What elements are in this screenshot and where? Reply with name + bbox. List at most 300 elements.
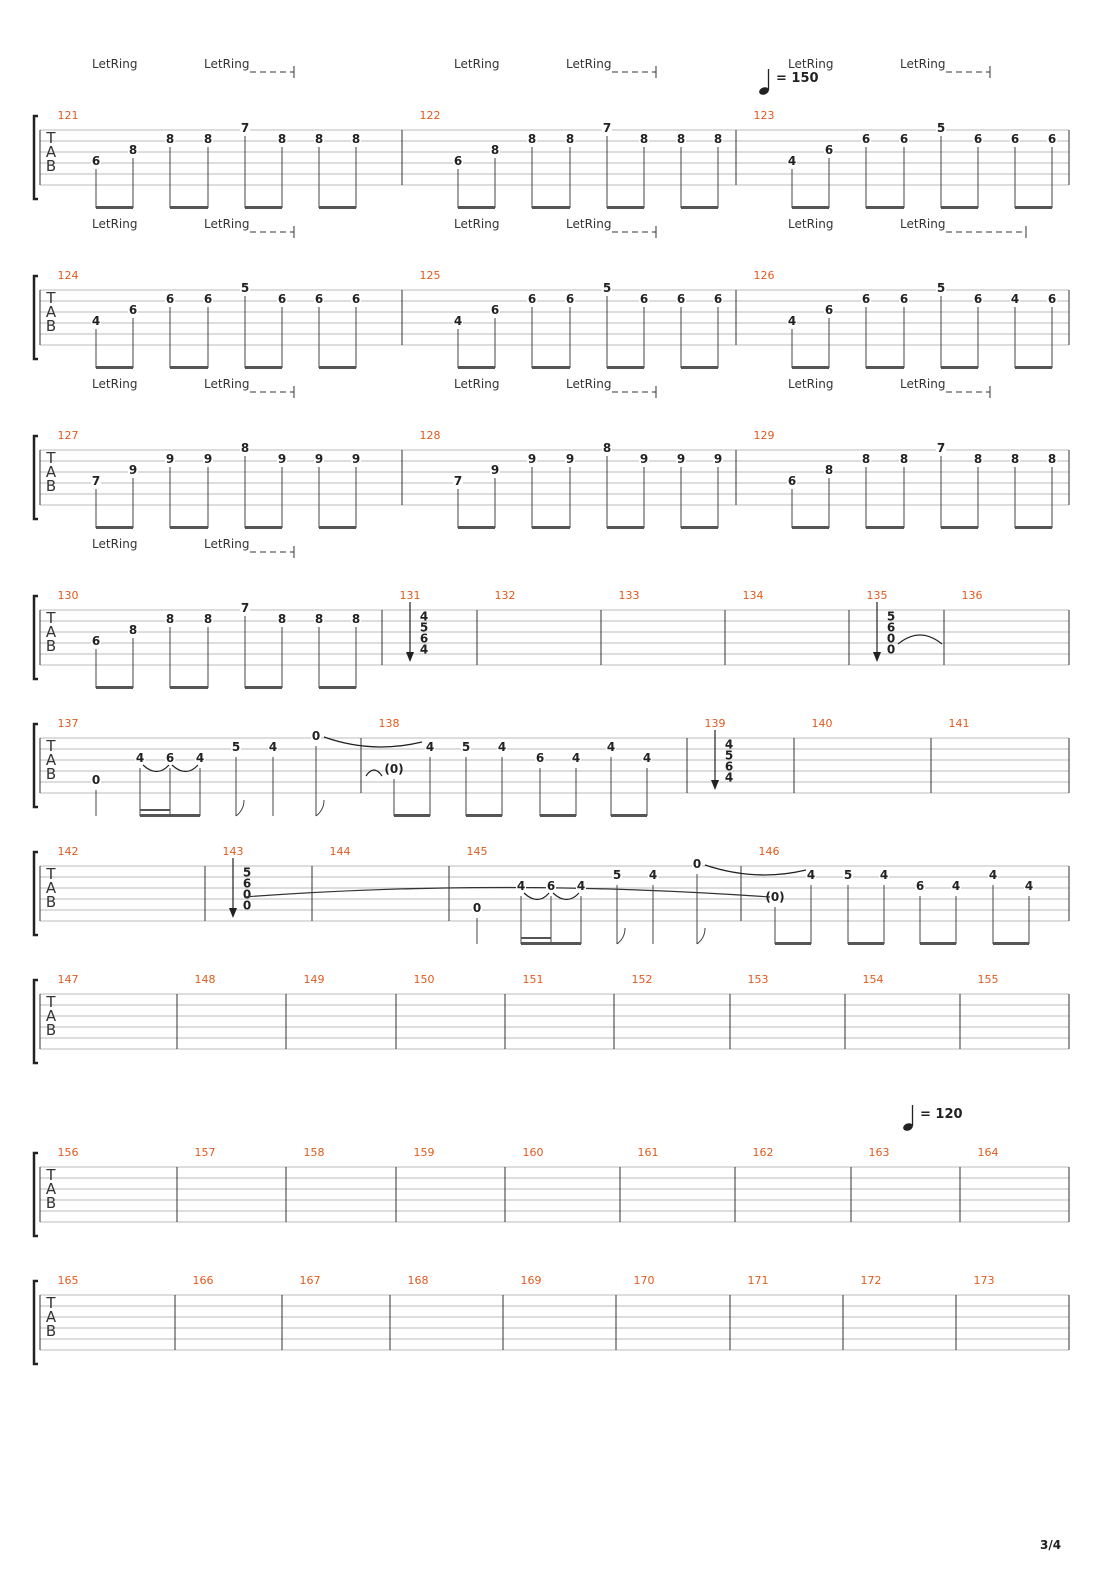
tab-note: 6 xyxy=(91,154,101,168)
tab-note: 8 xyxy=(128,143,138,157)
chord-note: 6 xyxy=(886,620,896,635)
let-ring-label: LetRing xyxy=(204,537,250,551)
tab-note: 0 xyxy=(692,857,702,871)
beam xyxy=(466,814,502,817)
beam xyxy=(532,366,570,369)
let-ring-label: LetRing xyxy=(566,57,612,71)
measure-number: 126 xyxy=(753,269,775,282)
measure-number: 140 xyxy=(811,717,833,730)
strum-arrow-head xyxy=(406,652,414,662)
beam xyxy=(394,814,430,817)
note-flag xyxy=(316,800,324,816)
let-ring-label: LetRing xyxy=(900,217,946,231)
measure-number: 136 xyxy=(961,589,983,602)
tempo-mark xyxy=(902,1105,962,1132)
tab-note: 4 xyxy=(1024,879,1034,893)
tab-clef-letter: A xyxy=(45,751,57,769)
chord-note: 5 xyxy=(242,865,252,880)
tab-note: 9 xyxy=(713,452,723,466)
system-bracket xyxy=(34,852,38,935)
tab-note: 8 xyxy=(351,612,361,626)
chord-note: 4 xyxy=(419,609,429,624)
system-bracket xyxy=(34,116,38,199)
tab-note: 8 xyxy=(128,623,138,637)
tab-note: 6 xyxy=(128,303,138,317)
measure-number: 121 xyxy=(57,109,79,122)
beam xyxy=(96,526,133,529)
beam xyxy=(245,686,282,689)
beam xyxy=(521,937,551,939)
beam xyxy=(458,526,495,529)
let-ring-label: LetRing xyxy=(566,217,612,231)
page-number: 3/4 xyxy=(1040,1538,1062,1552)
let-ring-label: LetRing xyxy=(454,217,500,231)
chord-note: 6 xyxy=(419,631,429,646)
tab-note: 7 xyxy=(453,474,463,488)
measure-number: 171 xyxy=(747,1274,769,1287)
system-bracket xyxy=(34,596,38,679)
tab-system xyxy=(34,217,1069,369)
system-bracket xyxy=(34,436,38,519)
tab-note: 4 xyxy=(951,879,961,893)
tab-note: 6 xyxy=(546,879,556,893)
beam xyxy=(792,206,829,209)
let-ring-label: LetRing xyxy=(900,377,946,391)
tab-note: 5 xyxy=(936,121,946,135)
beam xyxy=(170,366,208,369)
tab-note: 8 xyxy=(277,612,287,626)
let-ring-label: LetRing xyxy=(900,57,946,71)
tab-note: 4 xyxy=(1010,292,1020,306)
tab-note: 4 xyxy=(988,868,998,882)
measure-number: 158 xyxy=(303,1146,325,1159)
tab-note: 6 xyxy=(899,132,909,146)
beam xyxy=(848,942,884,945)
beam xyxy=(245,526,282,529)
tab-note: 6 xyxy=(915,879,925,893)
tab-system xyxy=(34,1274,1069,1364)
tab-clef-letter: T xyxy=(46,609,56,627)
let-ring-label: LetRing xyxy=(788,217,834,231)
tab-note: 0 xyxy=(311,729,321,743)
tab-note: 4 xyxy=(787,314,797,328)
measure-number: 170 xyxy=(633,1274,655,1287)
system-bracket xyxy=(34,1153,38,1236)
beam xyxy=(866,366,904,369)
tab-note: 5 xyxy=(936,281,946,295)
beam xyxy=(941,526,978,529)
beam xyxy=(319,686,356,689)
beam xyxy=(607,206,644,209)
strum-arrow-head xyxy=(229,908,237,918)
tab-note: 4 xyxy=(453,314,463,328)
tab-note: 9 xyxy=(527,452,537,466)
tab-note: 4 xyxy=(787,154,797,168)
long-tie-arc xyxy=(244,888,770,898)
beam xyxy=(866,206,904,209)
measure-number: 166 xyxy=(192,1274,214,1287)
tab-note: 4 xyxy=(195,751,205,765)
tab-note: 8 xyxy=(165,132,175,146)
beam xyxy=(319,366,356,369)
tab-note: 7 xyxy=(240,121,250,135)
tab-clef-letter: T xyxy=(46,289,56,307)
tab-clef-letter: A xyxy=(45,1007,57,1025)
beam xyxy=(993,942,1029,945)
beam xyxy=(170,206,208,209)
beam xyxy=(521,942,581,945)
let-ring-label: LetRing xyxy=(92,217,138,231)
beam xyxy=(540,814,576,817)
tab-note: 5 xyxy=(240,281,250,295)
tab-note: 8 xyxy=(165,612,175,626)
tab-clef-letter: A xyxy=(45,879,57,897)
measure-number: 156 xyxy=(57,1146,79,1159)
tab-note: 4 xyxy=(576,879,586,893)
beam xyxy=(681,206,718,209)
tab-note: 6 xyxy=(973,132,983,146)
measure-number: 122 xyxy=(419,109,441,122)
note-flag xyxy=(236,800,244,816)
measure-number: 141 xyxy=(948,717,970,730)
measure-number: 160 xyxy=(522,1146,544,1159)
tab-note: 8 xyxy=(602,441,612,455)
beam xyxy=(681,526,718,529)
tab-note: 6 xyxy=(527,292,537,306)
tab-note: 9 xyxy=(277,452,287,466)
measure-number: 147 xyxy=(57,973,79,986)
beam xyxy=(611,814,647,817)
measure-number: 138 xyxy=(378,717,400,730)
let-ring-label: LetRing xyxy=(204,57,250,71)
beam xyxy=(775,942,811,945)
measure-number: 159 xyxy=(413,1146,435,1159)
measure-number: 131 xyxy=(399,589,421,602)
let-ring-label: LetRing xyxy=(788,57,834,71)
tab-note: 6 xyxy=(973,292,983,306)
tab-note: 4 xyxy=(516,879,526,893)
tab-note: 6 xyxy=(713,292,723,306)
measure-number: 139 xyxy=(704,717,726,730)
tab-note: 9 xyxy=(203,452,213,466)
tab-note: 4 xyxy=(606,740,616,754)
chord-note: 4 xyxy=(724,770,734,785)
measure-number: 124 xyxy=(57,269,79,282)
tab-note: (0) xyxy=(384,762,404,776)
beam xyxy=(681,366,718,369)
measure-number: 145 xyxy=(466,845,488,858)
tab-note: 8 xyxy=(824,463,834,477)
tab-note: 4 xyxy=(135,751,145,765)
beam xyxy=(140,809,170,811)
tab-note: 9 xyxy=(314,452,324,466)
tab-clef-letter: T xyxy=(46,993,56,1011)
tab-clef-letter: B xyxy=(45,1021,57,1039)
tab-note: 5 xyxy=(231,740,241,754)
tab-clef-letter: T xyxy=(46,1166,56,1184)
chord-note: 5 xyxy=(724,748,734,763)
chord-note: 0 xyxy=(242,887,252,902)
measure-number: 148 xyxy=(194,973,216,986)
let-ring-label: LetRing xyxy=(92,57,138,71)
measure-number: 133 xyxy=(618,589,640,602)
tab-note: 6 xyxy=(165,292,175,306)
measure-number: 123 xyxy=(753,109,775,122)
tab-note: 9 xyxy=(565,452,575,466)
tab-note: 6 xyxy=(351,292,361,306)
tab-note: 6 xyxy=(565,292,575,306)
chord-note: 5 xyxy=(419,620,429,635)
beam xyxy=(96,366,133,369)
beam xyxy=(140,814,200,817)
beam xyxy=(941,206,978,209)
tab-note: 0 xyxy=(91,773,101,787)
note-flag xyxy=(697,928,705,944)
tab-clef-letter: A xyxy=(45,1180,57,1198)
measure-number: 129 xyxy=(753,429,775,442)
let-ring-label: LetRing xyxy=(92,377,138,391)
measure-number: 152 xyxy=(631,973,653,986)
tab-note: 5 xyxy=(612,868,622,882)
tab-note: 6 xyxy=(1010,132,1020,146)
chord-note: 0 xyxy=(886,631,896,646)
measure-number: 162 xyxy=(752,1146,774,1159)
measure-number: 144 xyxy=(329,845,351,858)
tab-system xyxy=(34,973,1069,1063)
measure-number: 167 xyxy=(299,1274,321,1287)
tempo-value: = 120 xyxy=(920,1107,963,1122)
tab-note: 6 xyxy=(899,292,909,306)
chord-note: 0 xyxy=(242,898,252,913)
let-ring-label: LetRing xyxy=(204,377,250,391)
measure-number: 153 xyxy=(747,973,769,986)
measure-number: 143 xyxy=(222,845,244,858)
tab-note: 8 xyxy=(565,132,575,146)
beam xyxy=(170,526,208,529)
tab-note: 8 xyxy=(861,452,871,466)
chord-note: 4 xyxy=(419,642,429,657)
tab-clef-letter: T xyxy=(46,737,56,755)
tab-note: 8 xyxy=(639,132,649,146)
chord-note: 6 xyxy=(242,876,252,891)
measure-number: 142 xyxy=(57,845,79,858)
tab-note: 9 xyxy=(490,463,500,477)
tab-note: 4 xyxy=(91,314,101,328)
tab-note: 7 xyxy=(936,441,946,455)
beam xyxy=(458,206,495,209)
beam xyxy=(866,526,904,529)
measure-number: 132 xyxy=(494,589,516,602)
tab-clef-letter: B xyxy=(45,477,57,495)
tab-note: 8 xyxy=(490,143,500,157)
tab-note: 6 xyxy=(490,303,500,317)
tab-note: 6 xyxy=(787,474,797,488)
tab-note: 8 xyxy=(277,132,287,146)
tab-note: 9 xyxy=(676,452,686,466)
tab-clef-letter: T xyxy=(46,1294,56,1312)
beam xyxy=(920,942,956,945)
beam xyxy=(319,206,356,209)
strum-arrow-head xyxy=(711,780,719,790)
tab-note: 8 xyxy=(713,132,723,146)
tab-note: 8 xyxy=(1010,452,1020,466)
tab-note: 7 xyxy=(240,601,250,615)
tab-note: 6 xyxy=(1047,292,1057,306)
tab-note: 0 xyxy=(472,901,482,915)
measure-number: 161 xyxy=(637,1146,659,1159)
measure-number: 127 xyxy=(57,429,79,442)
tab-note: 8 xyxy=(527,132,537,146)
chord-note: 5 xyxy=(886,609,896,624)
tempo-value: = 150 xyxy=(776,71,819,86)
tab-note: 6 xyxy=(277,292,287,306)
measure-number: 154 xyxy=(862,973,884,986)
tab-note: 6 xyxy=(824,143,834,157)
note-flag xyxy=(617,928,625,944)
tab-note: 8 xyxy=(1047,452,1057,466)
tab-system xyxy=(34,537,1069,689)
beam xyxy=(1015,366,1052,369)
tab-note: 6 xyxy=(824,303,834,317)
beam xyxy=(607,526,644,529)
system-bracket xyxy=(34,724,38,807)
measure-number: 125 xyxy=(419,269,441,282)
measure-number: 172 xyxy=(860,1274,882,1287)
tab-clef-letter: A xyxy=(45,303,57,321)
tab-note: 6 xyxy=(676,292,686,306)
tab-note: 8 xyxy=(240,441,250,455)
beam xyxy=(941,366,978,369)
measure-number: 155 xyxy=(977,973,999,986)
tab-note: 6 xyxy=(861,292,871,306)
tab-clef-letter: B xyxy=(45,157,57,175)
tab-note: (0) xyxy=(765,890,785,904)
strum-arrow-head xyxy=(873,652,881,662)
tab-note: 9 xyxy=(128,463,138,477)
system-bracket xyxy=(34,276,38,359)
tab-system xyxy=(34,57,1069,209)
measure-number: 135 xyxy=(866,589,888,602)
beam xyxy=(792,526,829,529)
tab-note: 9 xyxy=(165,452,175,466)
tab-note: 5 xyxy=(461,740,471,754)
beam xyxy=(96,686,133,689)
tab-clef-letter: A xyxy=(45,463,57,481)
let-ring-label: LetRing xyxy=(788,377,834,391)
beam xyxy=(245,366,282,369)
tab-note: 9 xyxy=(351,452,361,466)
tempo-mark xyxy=(758,69,818,96)
measure-number: 173 xyxy=(973,1274,995,1287)
system-bracket xyxy=(34,980,38,1063)
measure-number: 134 xyxy=(742,589,764,602)
tab-system xyxy=(34,717,1069,807)
tab-note: 6 xyxy=(314,292,324,306)
tab-note: 8 xyxy=(203,132,213,146)
measure-number: 168 xyxy=(407,1274,429,1287)
system-bracket xyxy=(34,1281,38,1364)
tab-clef-letter: B xyxy=(45,637,57,655)
let-ring-label: LetRing xyxy=(204,217,250,231)
tab-note: 6 xyxy=(165,751,175,765)
measure-number: 151 xyxy=(522,973,544,986)
beam xyxy=(170,686,208,689)
tab-note: 8 xyxy=(314,612,324,626)
tab-clef-letter: T xyxy=(46,129,56,147)
chord-note: 0 xyxy=(886,642,896,657)
tab-note: 8 xyxy=(899,452,909,466)
tab-note: 8 xyxy=(676,132,686,146)
tab-note: 4 xyxy=(806,868,816,882)
tab-note: 6 xyxy=(1047,132,1057,146)
tab-clef-letter: B xyxy=(45,893,57,911)
measure-number: 165 xyxy=(57,1274,79,1287)
let-ring-label: LetRing xyxy=(92,537,138,551)
tab-note: 8 xyxy=(314,132,324,146)
tab-note: 6 xyxy=(203,292,213,306)
beam xyxy=(96,206,133,209)
tab-clef-letter: B xyxy=(45,1322,57,1340)
measure-number: 130 xyxy=(57,589,79,602)
beam xyxy=(792,366,829,369)
tab-clef-letter: T xyxy=(46,449,56,467)
beam xyxy=(532,206,570,209)
beam xyxy=(319,526,356,529)
tab-note: 4 xyxy=(648,868,658,882)
measure-number: 169 xyxy=(520,1274,542,1287)
tab-note: 6 xyxy=(91,634,101,648)
tab-clef-letter: A xyxy=(45,623,57,641)
measure-number: 163 xyxy=(868,1146,890,1159)
measure-number: 128 xyxy=(419,429,441,442)
beam xyxy=(458,366,495,369)
tab-note: 4 xyxy=(268,740,278,754)
measure-number: 149 xyxy=(303,973,325,986)
tab-note: 8 xyxy=(203,612,213,626)
measure-number: 150 xyxy=(413,973,435,986)
tab-note: 5 xyxy=(602,281,612,295)
tab-note: 4 xyxy=(497,740,507,754)
tab-clef-letter: B xyxy=(45,765,57,783)
measure-number: 157 xyxy=(194,1146,216,1159)
tab-note: 6 xyxy=(861,132,871,146)
tab-note: 8 xyxy=(973,452,983,466)
beam xyxy=(1015,526,1052,529)
beam xyxy=(607,366,644,369)
tab-note: 5 xyxy=(843,868,853,882)
beam xyxy=(245,206,282,209)
tab-note: 6 xyxy=(639,292,649,306)
tab-clef-letter: B xyxy=(45,317,57,335)
chord-note: 6 xyxy=(724,759,734,774)
tab-note: 8 xyxy=(351,132,361,146)
tab-note: 6 xyxy=(453,154,463,168)
measure-number: 137 xyxy=(57,717,79,730)
chord-note: 4 xyxy=(724,737,734,752)
measure-number: 164 xyxy=(977,1146,999,1159)
tab-note: 4 xyxy=(571,751,581,765)
tab-note: 7 xyxy=(602,121,612,135)
tab-note: 4 xyxy=(642,751,652,765)
beam xyxy=(1015,206,1052,209)
tab-clef-letter: T xyxy=(46,865,56,883)
measure-number: 146 xyxy=(758,845,780,858)
tab-note: 4 xyxy=(425,740,435,754)
let-ring-label: LetRing xyxy=(566,377,612,391)
tab-system xyxy=(34,377,1069,529)
tab-note: 4 xyxy=(879,868,889,882)
tab-clef-letter: A xyxy=(45,1308,57,1326)
